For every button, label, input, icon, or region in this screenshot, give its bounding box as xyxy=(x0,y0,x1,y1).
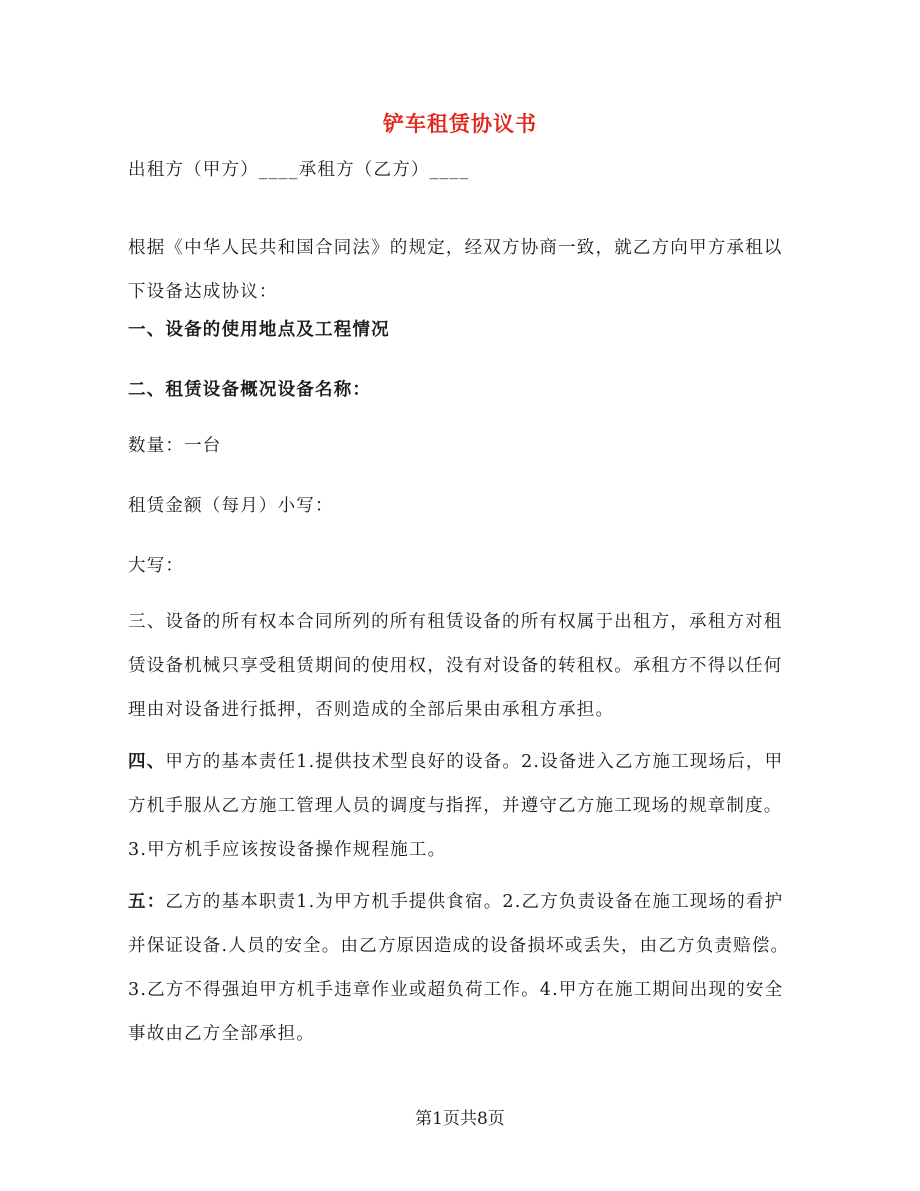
page-indicator: 第1页共8页 xyxy=(415,1109,505,1129)
intro-paragraph: 根据《中华人民共和国合同法》的规定，经双方协商一致，就乙方向甲方承租以下设备达成协议： xyxy=(128,238,783,302)
section-5-body: 乙方的基本职责1.为甲方机手提供食宿。2.乙方负责设备在施工现场的看护并保证设备.人员的安全。由乙方原因造成的设备损坏或丢失，由乙方负责赔偿。3.乙方不得强迫甲方机手违章作业或超负荷工作。4.甲方在施工期间出现的安全事故由乙方全部承担。 xyxy=(128,892,790,1044)
section-3-paragraph: 三、设备的所有权本合同所列的所有租赁设备的所有权属于出租方，承租方对租赁设备机械只享受租赁期间的使用权，没有对设备的转租权。承租方不得以任何理由对设备进行抵押，否则造成的全部后果由承租方承担。 xyxy=(128,612,783,720)
section-4-body: 甲方的基本责任1.提供技术型良好的设备。2.设备进入乙方施工现场后，甲方机手服从乙方施工管理人员的调度与指挥，并遵守乙方施工现场的规章制度。3.甲方机手应该按设备操作规程施工。 xyxy=(128,752,784,860)
parties-line: 出租方（甲方）____承租方（乙方）____ xyxy=(128,160,470,180)
rent-capital-line: 大写： xyxy=(128,556,185,576)
section-4-paragraph xyxy=(128,740,798,872)
document-title: 铲车租赁协议书 xyxy=(383,111,537,136)
section-4-heading: 四、 xyxy=(128,752,166,772)
section-2-heading: 二、租赁设备概况设备名称： xyxy=(128,380,372,400)
rent-amount-line: 租赁金额（每月）小写： xyxy=(128,496,334,516)
section-5-heading: 五： xyxy=(128,892,166,912)
section-5-paragraph xyxy=(128,880,798,1056)
section-1-heading: 一、设备的使用地点及工程情况 xyxy=(128,320,390,340)
quantity-line: 数量：一台 xyxy=(128,436,222,456)
